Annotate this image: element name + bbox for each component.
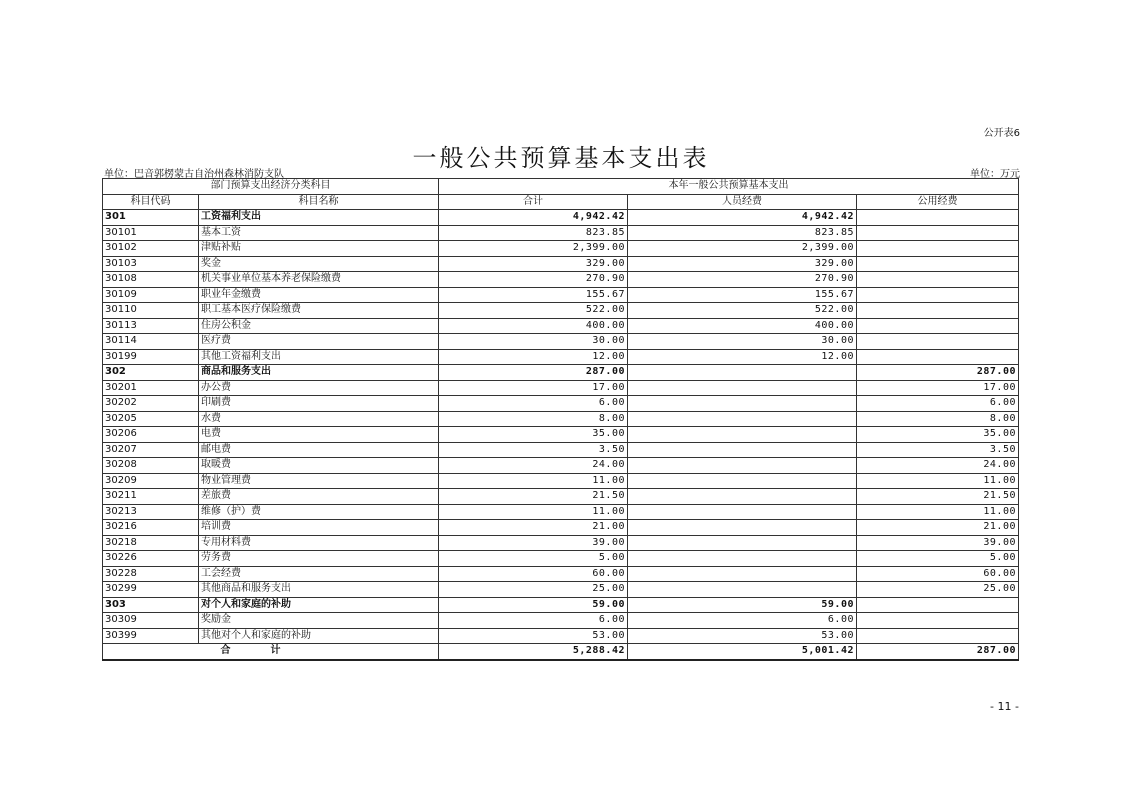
total-row: [103, 644, 1019, 660]
cell-name: 取暖费: [199, 458, 439, 474]
cell-total: 39.00: [439, 535, 628, 551]
cell-public: [857, 349, 1019, 365]
cell-total: 155.67: [439, 287, 628, 303]
cell-total: 12.00: [439, 349, 628, 365]
cell-code: 30110: [103, 303, 199, 319]
table-row: [103, 427, 1019, 443]
cell-name: 其他商品和服务支出: [199, 582, 439, 598]
cell-public: [857, 318, 1019, 334]
cell-total: 3.50: [439, 442, 628, 458]
cell-name: 职工基本医疗保险缴费: [199, 303, 439, 319]
cell-public: 5.00: [857, 551, 1019, 567]
cell-personnel: 6.00: [628, 613, 857, 629]
column-header-code: 科目代码: [103, 194, 199, 210]
cell-total: 35.00: [439, 427, 628, 443]
cell-personnel: [628, 489, 857, 505]
cell-code: 30113: [103, 318, 199, 334]
budget-table: [102, 178, 1019, 661]
cell-code: 30108: [103, 272, 199, 288]
table-row: [103, 411, 1019, 427]
total-label: 合计: [103, 644, 439, 660]
cell-personnel: [628, 442, 857, 458]
cell-public: 6.00: [857, 396, 1019, 412]
cell-personnel: [628, 504, 857, 520]
cell-public: [857, 272, 1019, 288]
cell-public: [857, 334, 1019, 350]
cell-public: [857, 303, 1019, 319]
cell-public: 24.00: [857, 458, 1019, 474]
cell-public: 11.00: [857, 504, 1019, 520]
cell-total: 11.00: [439, 473, 628, 489]
cell-public: 21.50: [857, 489, 1019, 505]
cell-personnel: [628, 566, 857, 582]
cell-code: 30228: [103, 566, 199, 582]
table-row: [103, 582, 1019, 598]
cell-public: 39.00: [857, 535, 1019, 551]
cell-total: 25.00: [439, 582, 628, 598]
cell-code: 30206: [103, 427, 199, 443]
cell-name: 电费: [199, 427, 439, 443]
column-header-row: [103, 194, 1019, 210]
cell-total: 8.00: [439, 411, 628, 427]
total-personnel: 5,001.42: [628, 644, 857, 660]
cell-total: 270.90: [439, 272, 628, 288]
cell-personnel: 53.00: [628, 628, 857, 644]
cell-total: 4,942.42: [439, 210, 628, 226]
cell-public: 21.00: [857, 520, 1019, 536]
cell-code: 301: [103, 210, 199, 226]
cell-total: 5.00: [439, 551, 628, 567]
total-public: 287.00: [857, 644, 1019, 660]
cell-code: 302: [103, 365, 199, 381]
group-header-expenditure: 本年一般公共预算基本支出: [439, 179, 1019, 195]
cell-public: 287.00: [857, 365, 1019, 381]
cell-total: 21.50: [439, 489, 628, 505]
cell-name: 机关事业单位基本养老保险缴费: [199, 272, 439, 288]
cell-code: 30211: [103, 489, 199, 505]
cell-total: 60.00: [439, 566, 628, 582]
cell-public: 60.00: [857, 566, 1019, 582]
cell-total: 11.00: [439, 504, 628, 520]
cell-code: 30213: [103, 504, 199, 520]
cell-total: 21.00: [439, 520, 628, 536]
cell-personnel: 30.00: [628, 334, 857, 350]
table-row: [103, 365, 1019, 381]
cell-code: 30109: [103, 287, 199, 303]
cell-code: 30101: [103, 225, 199, 241]
table-row: [103, 566, 1019, 582]
cell-name: 邮电费: [199, 442, 439, 458]
column-header-name: 科目名称: [199, 194, 439, 210]
cell-name: 商品和服务支出: [199, 365, 439, 381]
cell-code: 30299: [103, 582, 199, 598]
cell-public: 8.00: [857, 411, 1019, 427]
cell-total: 6.00: [439, 613, 628, 629]
cell-total: 329.00: [439, 256, 628, 272]
cell-personnel: 400.00: [628, 318, 857, 334]
cell-personnel: 12.00: [628, 349, 857, 365]
cell-name: 奖金: [199, 256, 439, 272]
cell-name: 差旅费: [199, 489, 439, 505]
table-row: [103, 551, 1019, 567]
table-row: [103, 256, 1019, 272]
cell-name: 物业管理费: [199, 473, 439, 489]
table-row: [103, 349, 1019, 365]
cell-total: 522.00: [439, 303, 628, 319]
page-title: 一般公共预算基本支出表: [412, 144, 710, 172]
cell-code: 303: [103, 597, 199, 613]
cell-name: 工资福利支出: [199, 210, 439, 226]
cell-personnel: [628, 396, 857, 412]
group-header-row: [103, 179, 1019, 195]
cell-public: 35.00: [857, 427, 1019, 443]
cell-code: 30216: [103, 520, 199, 536]
table-row: [103, 442, 1019, 458]
cell-personnel: 59.00: [628, 597, 857, 613]
table-row: [103, 225, 1019, 241]
cell-name: 水费: [199, 411, 439, 427]
table-row: [103, 520, 1019, 536]
cell-total: 823.85: [439, 225, 628, 241]
table-row: [103, 272, 1019, 288]
cell-name: 办公费: [199, 380, 439, 396]
cell-personnel: 4,942.42: [628, 210, 857, 226]
page-number: - 11 -: [990, 700, 1019, 713]
cell-public: [857, 628, 1019, 644]
cell-public: [857, 613, 1019, 629]
cell-code: 30205: [103, 411, 199, 427]
table-row: [103, 628, 1019, 644]
organization-unit: 单位：巴音郭楞蒙古自治州森林消防支队: [104, 169, 284, 180]
cell-public: [857, 241, 1019, 257]
cell-total: 53.00: [439, 628, 628, 644]
cell-name: 劳务费: [199, 551, 439, 567]
cell-personnel: 329.00: [628, 256, 857, 272]
cell-personnel: [628, 582, 857, 598]
table-row: [103, 210, 1019, 226]
table-row: [103, 613, 1019, 629]
cell-personnel: 155.67: [628, 287, 857, 303]
cell-total: 287.00: [439, 365, 628, 381]
cell-public: 3.50: [857, 442, 1019, 458]
cell-name: 工会经费: [199, 566, 439, 582]
cell-name: 对个人和家庭的补助: [199, 597, 439, 613]
group-header-classification: 部门预算支出经济分类科目: [103, 179, 439, 195]
budget-table-body: [103, 179, 1019, 660]
cell-personnel: [628, 551, 857, 567]
cell-name: 其他工资福利支出: [199, 349, 439, 365]
column-header-personnel: 人员经费: [628, 194, 857, 210]
cell-personnel: 823.85: [628, 225, 857, 241]
table-row: [103, 303, 1019, 319]
table-row: [103, 504, 1019, 520]
currency-unit: 单位：万元: [970, 169, 1020, 180]
table-row: [103, 287, 1019, 303]
cell-personnel: [628, 520, 857, 536]
cell-total: 30.00: [439, 334, 628, 350]
cell-personnel: [628, 365, 857, 381]
cell-name: 印刷费: [199, 396, 439, 412]
cell-code: 30201: [103, 380, 199, 396]
table-row: [103, 489, 1019, 505]
cell-name: 住房公积金: [199, 318, 439, 334]
cell-code: 30309: [103, 613, 199, 629]
column-header-public: 公用经费: [857, 194, 1019, 210]
cell-code: 30226: [103, 551, 199, 567]
cell-public: 11.00: [857, 473, 1019, 489]
cell-personnel: 522.00: [628, 303, 857, 319]
form-number: 公开表6: [983, 128, 1020, 139]
cell-code: 30207: [103, 442, 199, 458]
cell-personnel: 270.90: [628, 272, 857, 288]
cell-public: [857, 225, 1019, 241]
cell-name: 专用材料费: [199, 535, 439, 551]
cell-code: 30218: [103, 535, 199, 551]
cell-code: 30102: [103, 241, 199, 257]
cell-code: 30208: [103, 458, 199, 474]
cell-public: [857, 597, 1019, 613]
cell-personnel: [628, 535, 857, 551]
cell-name: 津贴补贴: [199, 241, 439, 257]
cell-name: 医疗费: [199, 334, 439, 350]
cell-public: [857, 287, 1019, 303]
cell-total: 2,399.00: [439, 241, 628, 257]
table-row: [103, 380, 1019, 396]
cell-code: 30114: [103, 334, 199, 350]
cell-public: [857, 210, 1019, 226]
cell-total: 400.00: [439, 318, 628, 334]
cell-public: [857, 256, 1019, 272]
cell-personnel: [628, 458, 857, 474]
column-header-total: 合计: [439, 194, 628, 210]
table-row: [103, 318, 1019, 334]
table-row: [103, 597, 1019, 613]
cell-personnel: [628, 427, 857, 443]
cell-name: 维修（护）费: [199, 504, 439, 520]
table-row: [103, 535, 1019, 551]
cell-total: 59.00: [439, 597, 628, 613]
cell-total: 17.00: [439, 380, 628, 396]
cell-total: 6.00: [439, 396, 628, 412]
cell-name: 职业年金缴费: [199, 287, 439, 303]
cell-personnel: [628, 473, 857, 489]
table-row: [103, 241, 1019, 257]
cell-code: 30202: [103, 396, 199, 412]
cell-name: 培训费: [199, 520, 439, 536]
cell-code: 30399: [103, 628, 199, 644]
cell-personnel: [628, 380, 857, 396]
table-row: [103, 473, 1019, 489]
table-row: [103, 458, 1019, 474]
cell-name: 奖励金: [199, 613, 439, 629]
cell-public: 17.00: [857, 380, 1019, 396]
cell-code: 30103: [103, 256, 199, 272]
cell-public: 25.00: [857, 582, 1019, 598]
table-row: [103, 396, 1019, 412]
cell-code: 30209: [103, 473, 199, 489]
total-sum: 5,288.42: [439, 644, 628, 660]
cell-personnel: [628, 411, 857, 427]
cell-name: 其他对个人和家庭的补助: [199, 628, 439, 644]
cell-code: 30199: [103, 349, 199, 365]
cell-total: 24.00: [439, 458, 628, 474]
cell-name: 基本工资: [199, 225, 439, 241]
cell-personnel: 2,399.00: [628, 241, 857, 257]
table-row: [103, 334, 1019, 350]
